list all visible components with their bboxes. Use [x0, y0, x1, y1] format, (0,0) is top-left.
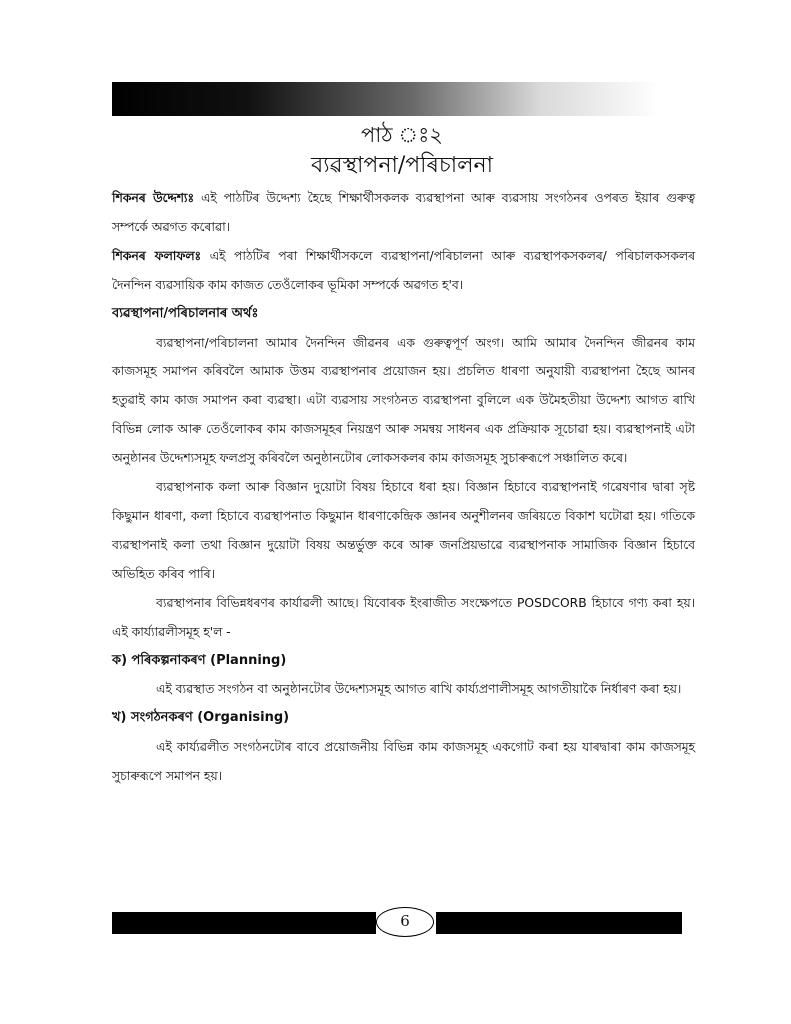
body-paragraph-1: ব্যৱস্থাপনা/পৰিচালনা আমাৰ দৈনন্দিন জীৱনৰ এক গুৰুত্বপূৰ্ণ অংগ। আমি আমাৰ দৈনন্দিন জীৱনৰ কাম কাজসমূহ সমাপন কৰিবলৈ আমাক উত্তম ব্যৱস্থাপনাৰ প্ৰয়োজন হয়। প্ৰচলিত ধাৰণা অনুযায়ী ব্যৱস্থাপনা হৈছে আনৰ হতুৱাই কাম কাজ সমাপন কৰা ব্যৱস্থা। এটা ব্যৱসায় সংগঠনত ব্যৱস্থাপনা বুলিলে এক উমৈহতীয়া উদ্দেশ্য আগত ৰাখি বিভিন্ন লোক আৰু তেওঁলোকৰ কাম কাজসমূহৰ নিয়ন্ত্ৰণ আৰু সমন্বয় সাধনৰ এক প্ৰক্ৰিয়াক সূচোৱা হয়। ব্যৱস্থাপনাই এটা অনুষ্ঠানৰ উদ্দেশ্যসমূহ ফলপ্ৰসু কৰিবলৈ অনুষ্ঠানটোৰ লোকসকলৰ কাম কাজসমূহ সুচাৰুৰূপে সঞ্চালিত কৰে।: [112, 335, 695, 466]
objective-text: এই পাঠটিৰ উদ্দেশ্য হৈছে শিক্ষাৰ্থীসকলক ব্যৱস্থাপনা আৰু ব্যৱসায় সংগঠনৰ ওপৰত ইয়াৰ গুৰুত্ব সম্পৰ্কে অৱগত কৰোৱা।: [112, 191, 695, 234]
body-paragraph-2: ব্যৱস্থাপনাক কলা আৰু বিজ্ঞান দুয়োটা বিষয় হিচাবে ধৰা হয়। বিজ্ঞান হিচাবে ব্যৱস্থাপনাই গৱেষণাৰ দ্বাৰা সৃষ্ট কিছুমান ধাৰণা, কলা হিচাবে ব্যৱস্থাপনাত কিছুমান ধাৰণাকেন্দ্ৰিক জ্ঞানৰ অনুশীলনৰ জৰিয়তে বিকাশ ঘটোৱা হয়। গতিকে ব্যৱস্থাপনাই কলা তথা বিজ্ঞান দুয়োটা বিষয় অন্তৰ্ভুক্ত কৰে আৰু জনপ্ৰিয়ভাৱে ব্যৱস্থাপনাক সামাজিক বিজ্ঞান হিচাবে অভিহিত কৰিব পাৰি।: [112, 480, 695, 581]
page-body: [112, 184, 695, 791]
objective-label: শিকনৰ উদ্দেশ্যঃ: [112, 191, 194, 205]
footer-bar-left: [112, 912, 376, 934]
meaning-heading: ব্যৱস্থাপনা/পৰিচালনাৰ অৰ্থঃ: [112, 305, 259, 321]
outcome-paragraph: [112, 242, 695, 300]
outcome-label: শিকনৰ ফলাফলঃ: [112, 248, 202, 263]
body-paragraph-3: ব্যৱস্থাপনাৰ বিভিন্নধৰণৰ কাৰ্যাৱলী আছে। যিবোৰক ইংৰাজীত সংক্ষেপতে POSDCORB হিচাবে গণ্য কৰা হয়। এই কাৰ্য্যাৱলীসমূহ হ'ল -: [112, 595, 695, 639]
organising-heading: খ) সংগঠনকৰণ (Organising): [112, 710, 290, 726]
planning-text: এই ব্যৱস্থাত সংগঠন বা অনুষ্ঠানটোৰ উদ্দেশ্যসমূহ আগত ৰাখি কাৰ্য্যপ্ৰণালীসমূহ আগতীয়াকৈ নিৰ্ধাৰণ কৰা হয়।: [156, 682, 682, 697]
lesson-title-block: [112, 120, 692, 182]
header-gradient-bar: [112, 82, 660, 116]
planning-heading: ক) পৰিকল্পনাকৰণ (Planning): [112, 652, 287, 668]
footer-bar-right: [436, 912, 682, 934]
organising-text: এই কাৰ্য্যৱলীত সংগঠনটোৰ বাবে প্ৰয়োজনীয় বিভিন্ন কাম কাজসমূহ একগোট কৰা হয় যাৰদ্বাৰা কাম কাজসমূহ সুচাৰুৰূপে সমাপন হয়।: [112, 740, 695, 784]
lesson-title: ব্যৱস্থাপনা/পৰিচালনা: [310, 153, 494, 178]
objective-paragraph: [112, 184, 695, 242]
lesson-number: পাঠ ঃ২: [361, 123, 443, 147]
outcome-text: এই পাঠটিৰ পৰা শিক্ষাৰ্থীসকলে ব্যৱস্থাপনা/পৰিচালনা আৰু ব্যৱস্থাপকসকলৰ/ পৰিচালকসকলৰ দৈনন্দিন ব্যৱসায়িক কাম কাজত তেওঁলোকৰ ভূমিকা সম্পৰ্কে অৱগত হ'ব।: [112, 248, 695, 292]
page-number: 6: [376, 907, 434, 937]
